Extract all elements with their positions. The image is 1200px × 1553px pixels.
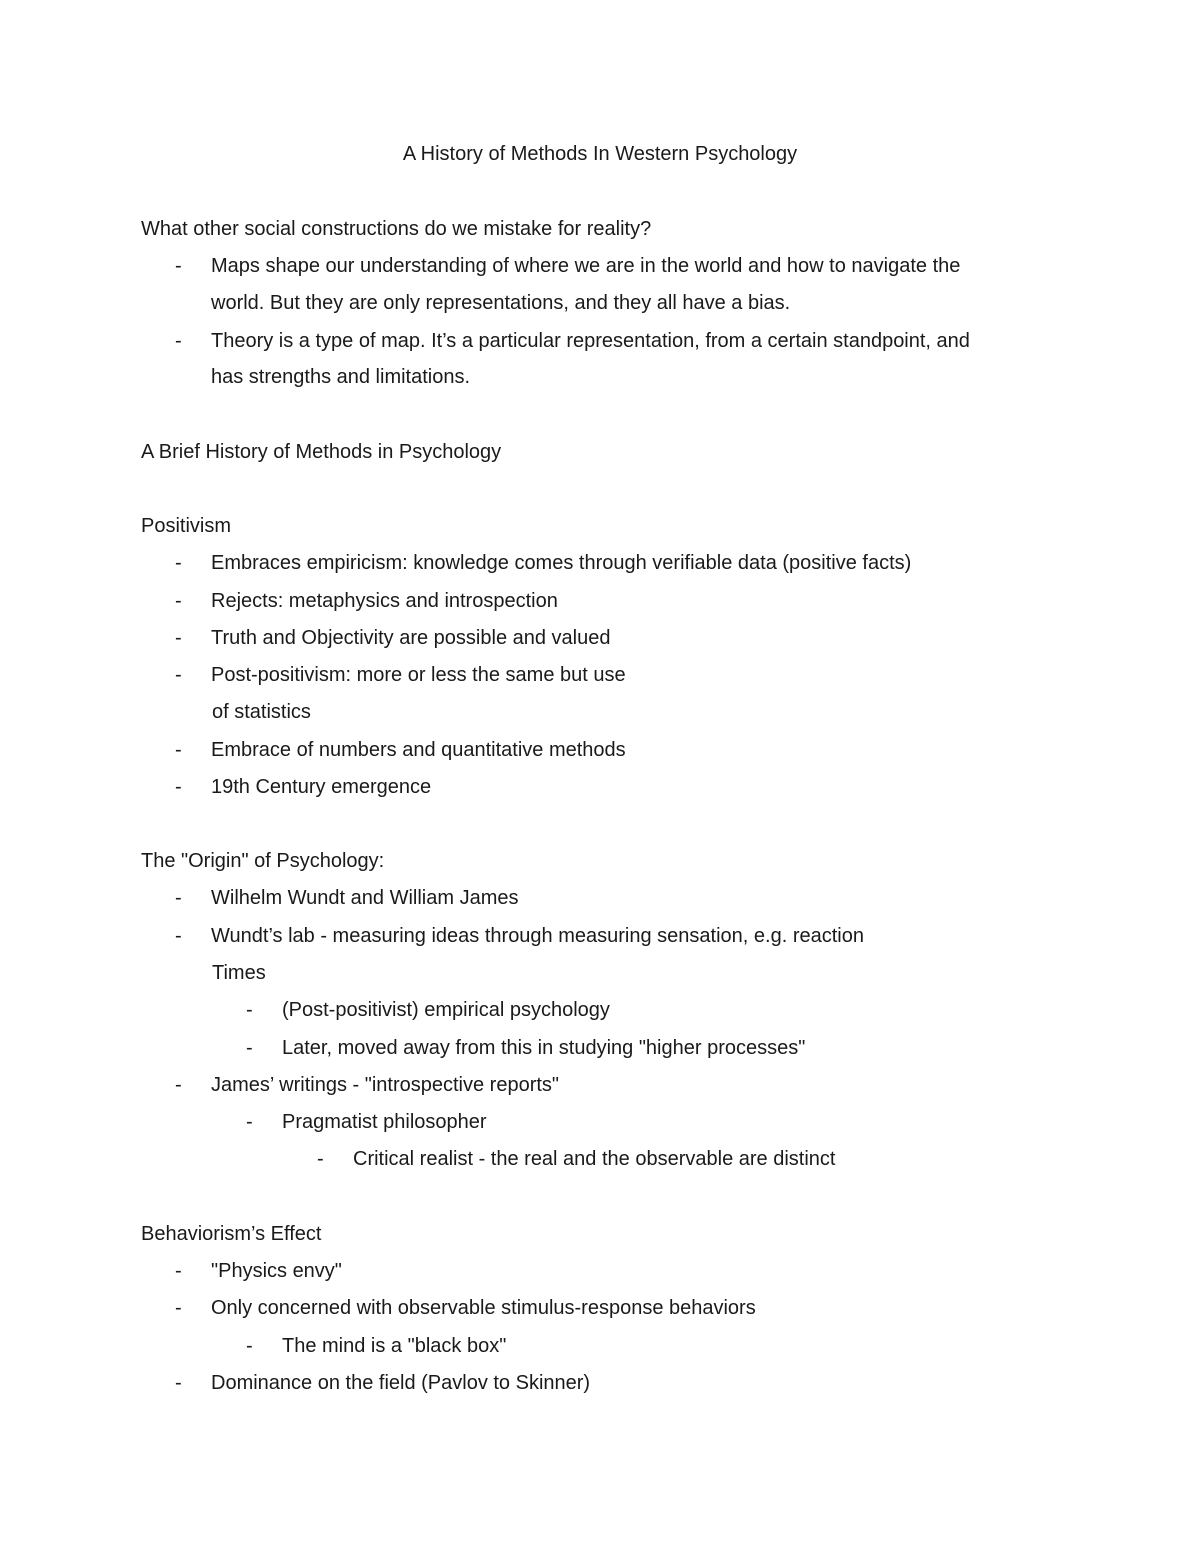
bullet-dash: - xyxy=(175,1372,182,1394)
section-heading-origin: The "Origin" of Psychology: xyxy=(141,850,385,872)
list-item-text: Rejects: metaphysics and introspection xyxy=(211,590,558,612)
bullet-dash: - xyxy=(175,627,182,649)
bullet-dash: - xyxy=(175,330,182,352)
list-item-text: James’ writings - "introspective reports" xyxy=(211,1074,560,1096)
list-item-continuation: Times xyxy=(212,962,266,984)
section-heading-positivism: Positivism xyxy=(141,515,232,537)
list-item xyxy=(0,1256,1200,1286)
list-item xyxy=(0,623,1200,653)
list-item-text: Only concerned with observable stimulus-response behaviors xyxy=(211,1297,756,1319)
list-item-text: Truth and Objectivity are possible and valued xyxy=(211,627,611,649)
list-item-text: Theory is a type of map. It’s a particular representation, from a certain standpoint, and xyxy=(211,330,970,352)
list-item xyxy=(0,251,1200,281)
list-item-text: Maps shape our understanding of where we are in the world and how to navigate the xyxy=(211,255,961,277)
bullet-dash: - xyxy=(175,1260,182,1282)
bullet-dash: - xyxy=(246,999,253,1021)
list-item xyxy=(0,1107,1200,1137)
bullet-dash: - xyxy=(246,1037,253,1059)
list-item xyxy=(0,995,1200,1025)
list-item-text: Wilhelm Wundt and William James xyxy=(211,887,519,909)
list-item xyxy=(0,1070,1200,1100)
bullet-dash: - xyxy=(246,1335,253,1357)
list-item xyxy=(0,1331,1200,1361)
list-item-text: "Physics envy" xyxy=(211,1260,342,1282)
list-item-text: Post-positivism: more or less the same but use xyxy=(211,664,626,686)
list-item xyxy=(0,1293,1200,1323)
list-item-text: Embrace of numbers and quantitative methods xyxy=(211,739,626,761)
list-item-text: Pragmatist philosopher xyxy=(282,1111,487,1133)
intro-question: What other social constructions do we mistake for reality? xyxy=(141,218,652,240)
bullet-dash: - xyxy=(175,590,182,612)
list-item xyxy=(0,586,1200,616)
list-item xyxy=(0,660,1200,690)
bullet-dash: - xyxy=(175,776,182,798)
bullet-dash: - xyxy=(175,664,182,686)
bullet-dash: - xyxy=(175,552,182,574)
list-item xyxy=(0,921,1200,951)
list-item-text: Critical realist - the real and the observable are distinct xyxy=(353,1148,836,1170)
bullet-dash: - xyxy=(246,1111,253,1133)
list-item xyxy=(0,735,1200,765)
list-item xyxy=(0,326,1200,356)
bullet-dash: - xyxy=(175,1074,182,1096)
list-item xyxy=(0,883,1200,913)
list-item-text: Later, moved away from this in studying "higher processes" xyxy=(282,1037,806,1059)
bullet-dash: - xyxy=(175,255,182,277)
bullet-dash: - xyxy=(317,1148,324,1170)
list-item xyxy=(0,1144,1200,1174)
list-item-text: Dominance on the field (Pavlov to Skinner) xyxy=(211,1372,591,1394)
list-item-text: Wundt’s lab - measuring ideas through measuring sensation, e.g. reaction xyxy=(211,925,864,947)
bullet-dash: - xyxy=(175,739,182,761)
list-item-text: Embraces empiricism: knowledge comes through verifiable data (positive facts) xyxy=(211,552,912,574)
bullet-dash: - xyxy=(175,1297,182,1319)
list-item-text: (Post-positivist) empirical psychology xyxy=(282,999,610,1021)
list-item-continuation: of statistics xyxy=(212,701,311,723)
section-heading-behaviorism: Behaviorism’s Effect xyxy=(141,1223,322,1245)
list-item-continuation: has strengths and limitations. xyxy=(211,366,471,388)
list-item xyxy=(0,1033,1200,1063)
list-item xyxy=(0,772,1200,802)
list-item xyxy=(0,548,1200,578)
bullet-dash: - xyxy=(175,887,182,909)
bullet-dash: - xyxy=(175,925,182,947)
document-title: A History of Methods In Western Psychology xyxy=(402,143,798,165)
section-heading-brief-history: A Brief History of Methods in Psychology xyxy=(141,441,502,463)
list-item-text: The mind is a "black box" xyxy=(282,1335,507,1357)
list-item-text: 19th Century emergence xyxy=(211,776,432,798)
list-item xyxy=(0,1368,1200,1398)
list-item-continuation: world. But they are only representations, and they all have a bias. xyxy=(211,292,791,314)
